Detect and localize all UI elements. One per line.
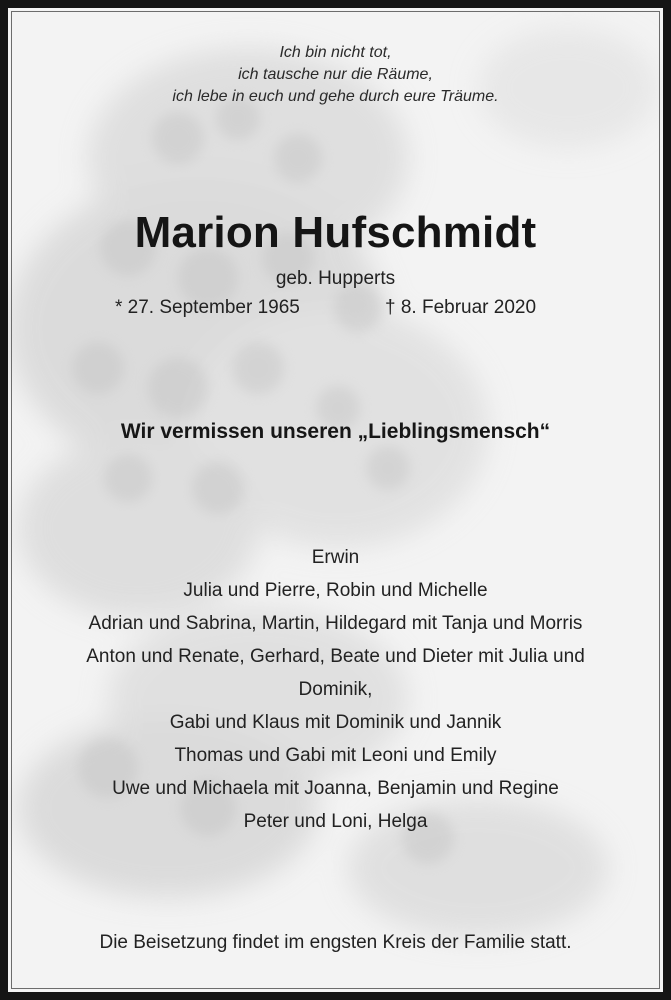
family-line: Gabi und Klaus mit Dominik und Jannik [169,712,502,733]
family-line: Peter und Loni, Helga [243,811,428,832]
birth-name: geb. Hupperts [275,268,396,289]
death-date: † 8. Februar 2020 [385,297,537,318]
funeral-notice: Die Beisetzung findet im engsten Kreis der Familie statt. [99,932,572,953]
poem-line: ich lebe in euch und gehe durch eure Träume. [172,88,499,105]
family-line: Erwin [311,547,360,568]
family-line: Thomas und Gabi mit Leoni und Emily [174,745,497,766]
motto: Wir vermissen unseren „Lieblingsmensch“ [120,420,551,443]
family-line: Uwe und Michaela mit Joanna, Benjamin und Regine [112,778,559,799]
poem [8,42,663,108]
family-line: Dominik, [298,679,373,700]
family-list [38,541,633,838]
family-line: Adrian und Sabrina, Martin, Hildegard mit Tanja und Morris [88,613,583,634]
birth-date: * 27. September 1965 [115,297,300,318]
poem-line: Ich bin nicht tot, [279,44,392,61]
family-line: Julia und Pierre, Robin und Michelle [183,580,488,601]
deceased-name: Marion Hufschmidt [134,208,537,257]
poem-line: ich tausche nur die Räume, [238,66,433,83]
family-line: Anton und Renate, Gerhard, Beate und Dieter mit Julia und [86,646,585,667]
obituary-content [8,8,663,992]
